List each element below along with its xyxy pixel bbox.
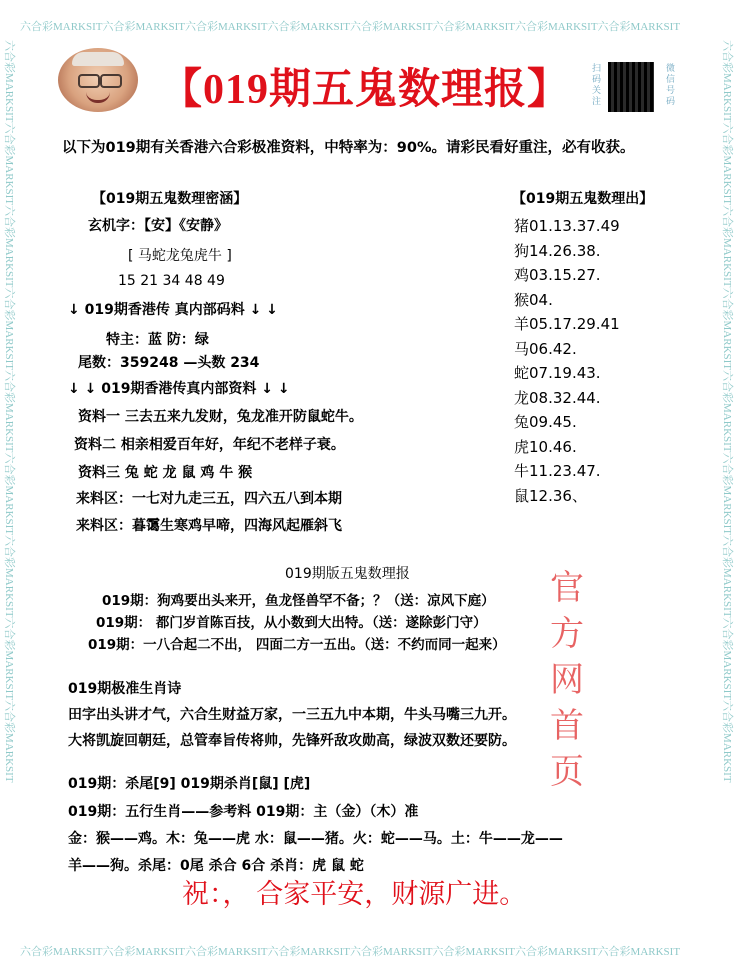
version-line-2: 019期： 都门岁首陈百技，从小数到大出特。（送：遂除彭门守）: [96, 615, 487, 631]
element-line: 019期：五行生肖——参考料 019期：主（金）（木）准: [68, 804, 419, 820]
list-item: 马06.42.: [514, 339, 577, 358]
page-title: 【019期五鬼数理报】: [160, 67, 571, 113]
element-goat-line: 羊——狗。杀尾：0尾 杀合 6合 杀肖：虎 鼠 蛇: [68, 858, 364, 874]
hk-heading-2: ↓ ↓ 019期香港传真内部资料 ↓ ↓: [68, 381, 290, 397]
red-stamp: 官 方 网 首 页: [550, 568, 584, 792]
list-item: 虎10.46.: [514, 437, 577, 456]
hk-heading-1: ↓ 019期香港传 真内部码料 ↓ ↓: [68, 302, 278, 318]
version-line-1: 019期：狗鸡要出头来开，鱼龙怪兽罕不备；？（送：凉风下庭）: [102, 593, 495, 609]
list-item: 狗14.26.38.: [514, 241, 601, 260]
xuanji-text: 玄机字：【安】《安静》: [88, 218, 228, 234]
tail-line: 尾数：359248 —头数 234: [78, 355, 260, 371]
version-heading: 019期版五鬼数理报: [285, 566, 410, 582]
watermark-left: 六合彩MARKSIT六合彩MARKSIT六合彩MARKSIT六合彩MARKSIT六合彩MARKSIT六合彩MARKSIT六合彩MARKSIT六合彩MARKSIT六合彩MARKSIT: [3, 40, 15, 783]
list-item: 羊05.17.29.41: [514, 315, 620, 333]
right-heading: 【019期五鬼数理出】: [512, 191, 654, 207]
zodiac-number-list: [514, 214, 620, 508]
poem-heading: 019期极准生肖诗: [68, 681, 182, 697]
data-line-1: 资料一 三去五来九发财，兔龙准开防鼠蛇牛。: [78, 409, 363, 425]
data-line-2: 资料二 相亲相爱百年好，年纪不老样子衰。: [74, 437, 345, 453]
source-line-2: 来料区：暮霭生寒鸡早啼，四海风起雁斜飞: [76, 518, 342, 534]
avatar-photo: [58, 48, 138, 112]
qr-code-icon: 扫码关注 微信号码: [588, 62, 698, 112]
watermark-top: 六合彩MARKSIT六合彩MARKSIT六合彩MARKSIT六合彩MARKSIT六合彩MARKSIT六合彩MARKSIT六合彩MARKSIT六合彩MARKSIT: [20, 21, 681, 33]
special-line: 特主：蓝 防：绿: [106, 332, 209, 348]
watermark-right: 六合彩MARKSIT六合彩MARKSIT六合彩MARKSIT六合彩MARKSIT六合彩MARKSIT六合彩MARKSIT六合彩MARKSIT六合彩MARKSIT六合彩MARKSIT: [721, 40, 733, 783]
list-item: 蛇07.19.43.: [514, 364, 601, 382]
zodiac-bracket: [ 马蛇龙兔虎牛 ]: [128, 248, 232, 264]
list-item: 鼠12.36、: [514, 486, 587, 505]
list-item: 龙08.32.44.: [514, 388, 601, 407]
kill-line: 019期：杀尾[9] 019期杀肖[鼠] [虎]: [68, 776, 311, 792]
numbers-line: 15 21 34 48 49: [118, 273, 225, 289]
source-line-1: 来料区：一七对九走三五，四六五八到本期: [76, 491, 342, 507]
watermark-bottom: 六合彩MARKSIT六合彩MARKSIT六合彩MARKSIT六合彩MARKSIT六合彩MARKSIT六合彩MARKSIT六合彩MARKSIT六合彩MARKSIT: [20, 946, 681, 958]
list-item: 鸡03.15.27.: [514, 266, 601, 284]
secret-heading: 【019期五鬼数理密涵】: [92, 191, 248, 207]
list-item: 猴04.: [514, 290, 553, 309]
intro-text: 以下为019期有关香港六合彩极准资料，中特率为：90%。请彩民看好重注，必有收获。: [62, 140, 635, 156]
poem-line-2: 大将凯旋回朝廷，总管奉旨传将帅，先锋歼敌攻勋高，绿波双数还要防。: [68, 733, 516, 749]
poem-line-1: 田字出头讲才气，六合生财益万家，一三五九中本期，牛头马嘴三九开。: [68, 707, 516, 723]
data-line-3: 资料三 兔 蛇 龙 鼠 鸡 牛 猴: [78, 465, 253, 481]
list-item: 兔09.45.: [514, 413, 577, 431]
element-gold-line: 金：猴——鸡。木：兔——虎 水：鼠——猪。火：蛇——马。土：牛——龙——: [68, 831, 563, 847]
version-line-3: 019期：一八合起二不出， 四面二方一五出。（送：不约而同一起来）: [88, 637, 506, 653]
list-item: 猪01.13.37.49: [514, 217, 620, 235]
blessing-text: 祝：， 合家平安，财源广进。: [182, 879, 527, 909]
list-item: 牛11.23.47.: [514, 462, 601, 480]
